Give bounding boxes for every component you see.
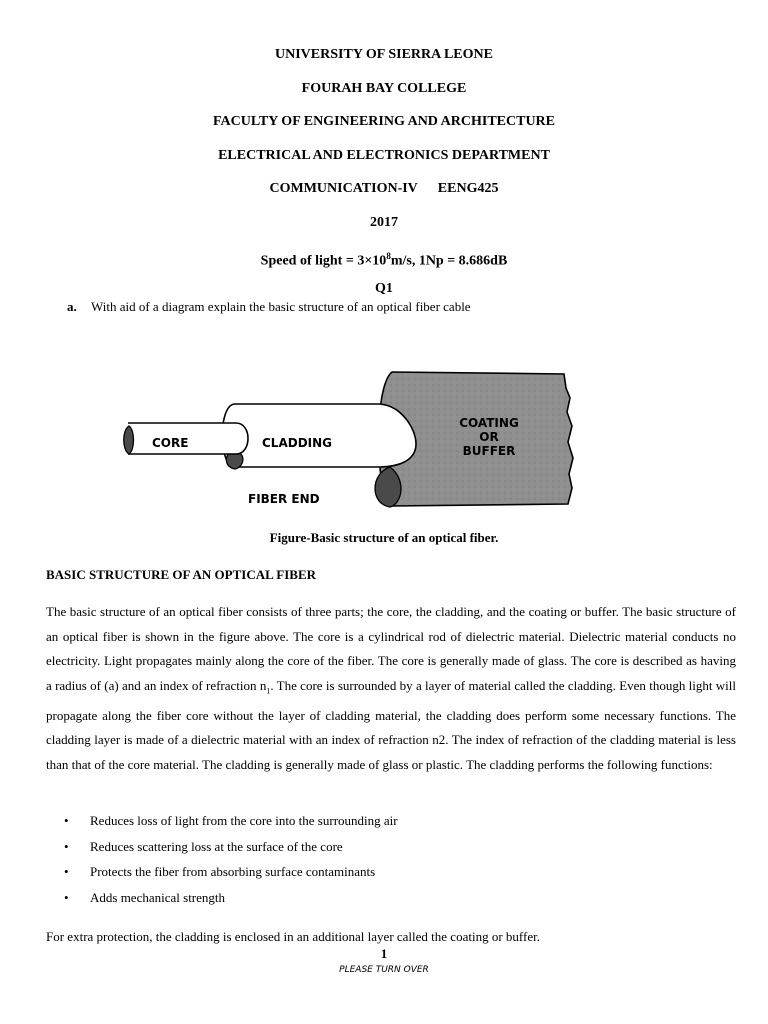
list-item-text: Protects the fiber from absorbing surface contaminants — [90, 864, 376, 879]
paragraph-text-1: The basic structure of an optical fiber consists of three parts; the core, the cladding, and the coating or buffer. The basic structure of an optical fiber is shown in the figure above. The core is a cylindrical rod of dielectric material. Dielectric material conducts no electricity. Light propagates mainly along the core of the fiber. The core is generally made of glass. The core is described as having a radius of (a) and an index of refraction n — [46, 604, 736, 693]
exam-year: 2017 — [370, 215, 398, 230]
constants-text-pre: Speed of light = 3×10 — [260, 253, 387, 269]
bullet-icon: • — [64, 889, 69, 905]
bullet-icon: • — [64, 838, 69, 854]
list-item — [64, 837, 398, 863]
figure-caption: Figure-Basic structure of an optical fiber. — [269, 530, 499, 545]
fiber-end-label: FIBER END — [248, 492, 320, 506]
constants-line — [0, 248, 768, 270]
course-name: COMMUNICATION-IV — [269, 181, 418, 196]
coating-label-line2: OR — [479, 430, 499, 444]
coating-label-line1: COATING — [459, 416, 519, 430]
cladding-functions-list — [64, 811, 398, 913]
question-number: Q1 — [375, 281, 393, 296]
body-paragraph — [46, 600, 736, 777]
department-name: ELECTRICAL AND ELECTRONICS DEPARTMENT — [218, 148, 550, 163]
paragraph-text-2: . The core is surrounded by a layer of material called the cladding. Even though light will propagate along the fiber core without the layer of cladding material, the cladding does perform some necessary functions. The cladding layer is made of a dielectric material with an index of refraction n2. The index of refraction of the cladding material is less than that of the core material. The cladding is generally made of glass or plastic. The cladding performs the following functions: — [46, 677, 736, 772]
bullet-icon: • — [64, 864, 69, 879]
paragraph-subscript: 1 — [266, 686, 271, 696]
list-item — [64, 862, 398, 888]
constants-text-post: m/s, 1Np = 8.686dB — [390, 253, 508, 269]
faculty-name: FACULTY OF ENGINEERING AND ARCHITECTURE — [212, 114, 555, 129]
list-item — [64, 811, 398, 837]
bullet-icon: • — [64, 813, 69, 828]
cladding-label: CLADDING — [262, 436, 333, 450]
question-a-text: With aid of a diagram explain the basic structure of an optical fiber cable — [91, 299, 471, 314]
list-item-text: Reduces scattering loss at the surface of the core — [90, 838, 343, 854]
course-code: EENG425 — [437, 181, 499, 196]
core-end-face — [124, 426, 134, 454]
course-line — [0, 181, 768, 197]
coating-label-line3: BUFFER — [462, 444, 516, 458]
section-title: BASIC STRUCTURE OF AN OPTICAL FIBER — [46, 567, 317, 582]
college-name: FOURAH BAY COLLEGE — [301, 81, 467, 96]
list-item — [64, 888, 398, 914]
question-a-label: a. — [67, 299, 77, 314]
list-item-text: Reduces loss of light from the core into the surrounding air — [90, 813, 398, 828]
university-name: UNIVERSITY OF SIERRA LEONE — [275, 47, 493, 62]
question-a — [67, 299, 471, 315]
constants-superscript: 8 — [386, 251, 391, 261]
optical-fiber-diagram — [120, 366, 580, 512]
core-label: CORE — [152, 436, 189, 450]
turn-over-note: PLEASE TURN OVER — [339, 965, 429, 975]
list-item-text: Adds mechanical strength — [90, 889, 226, 905]
closing-sentence: For extra protection, the cladding is enclosed in an additional layer called the coating or buffer. — [46, 929, 540, 944]
page-number: 1 — [380, 946, 388, 961]
